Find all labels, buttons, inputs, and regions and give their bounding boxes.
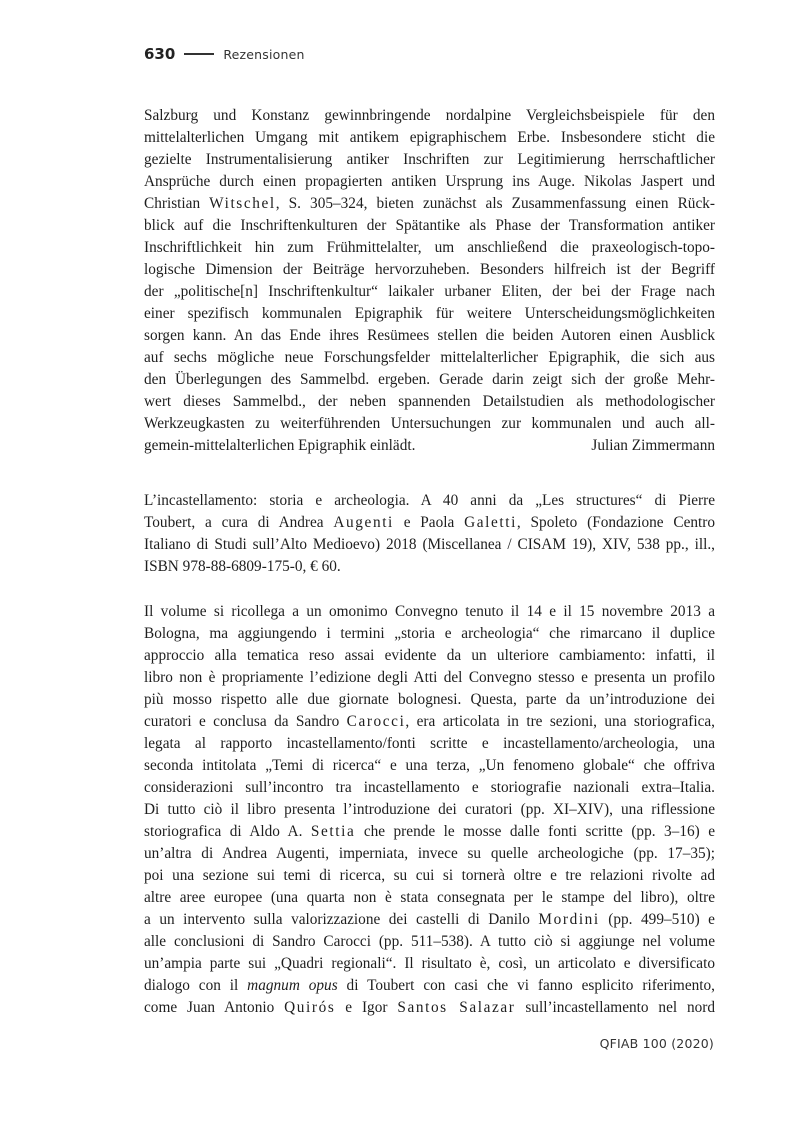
text-run: Christian xyxy=(144,195,210,212)
text-line: der „politische[n] Inschriftenkultur“ laikaler urbaner Eliten, der bei der Frage nach xyxy=(144,283,715,300)
text-line: legata al rapporto incastellamento/fonti scritte e incastellamento/archeologia, una xyxy=(144,735,715,752)
text-line: un’ampia parte sui „Quadri regionali“. Il risultato è, così, un articolato e diversificato xyxy=(144,955,715,972)
text-line: den Überlegungen des Sammelbd. ergeben. Gerade darin zeigt sich der große Mehr- xyxy=(144,371,715,388)
text-run: a un intervento sulla valorizzazione dei castelli di Danilo xyxy=(144,911,539,928)
text-line: alle conclusioni di Sandro Carocci (pp. 511–538). A tutto ciò si aggiunge nel volume xyxy=(144,933,715,950)
text-run: sull’incastellamento nel nord xyxy=(515,999,716,1016)
text-line: auf sechs mögliche neue Forschungsfelder mittelalterlicher Epigraphik, die sich aus xyxy=(144,349,715,366)
text-line: più mosso rispetto alle due giornate bolognesi. Questa, parte da un’introduzione dei xyxy=(144,691,715,708)
text-line: libro non è propriamente l’edizione degli Atti del Convegno stesso e presenta un profilo xyxy=(144,669,715,686)
text-line: Di tutto ciò il libro presenta l’introduzione dei curatori (pp. XI–XIV), una riflessione xyxy=(144,801,715,818)
text-line: altre aree europee (una quarta non è stata consegnata per le stampe del libro), oltre xyxy=(144,889,715,906)
text-line: gezielte Instrumentalisierung antiker Inschriften zur Legitimierung herrschaftlicher xyxy=(144,151,715,168)
text-line xyxy=(144,711,715,733)
author-name-spaced: Mordini xyxy=(538,911,600,928)
text-run: , era articolata in tre sezioni, una storiografica, xyxy=(405,713,716,730)
text-line-with-signature xyxy=(144,435,715,457)
author-name-spaced: Quirós xyxy=(284,999,336,1016)
author-name-spaced: Carocci xyxy=(346,713,406,730)
text-line: seconda intitolata „Temi di ricerca“ e una terza, „Un fenomeno globale“ che offriva xyxy=(144,757,715,774)
text-run: gemein-mittelalterlichen Epigraphik einlädt. xyxy=(144,437,416,454)
text-run: , Spoleto (Fondazione Centro xyxy=(516,514,716,531)
text-line: Il volume si ricollega a un omonimo Convegno tenuto il 14 e il 15 novembre 2013 a xyxy=(144,603,715,620)
running-head xyxy=(144,44,305,64)
text-line xyxy=(144,975,715,997)
text-line xyxy=(144,821,715,843)
text-run: che prende le mosse dalle fonti scritte (pp. 3–16) e xyxy=(355,823,715,840)
text-run: dialogo con il xyxy=(144,977,248,994)
text-run: Toubert, a cura di Andrea xyxy=(144,514,334,531)
text-line: poi una sezione sui temi di ricerca, su cui si tornerà oltre e tre relazioni rivolte ad xyxy=(144,867,715,884)
author-name-spaced: Settia xyxy=(310,823,356,840)
text-line: Bologna, ma aggiungendo i termini „storia e archeologia“ che rimarcano il duplice xyxy=(144,625,715,642)
header-rule xyxy=(184,53,214,55)
journal-footer: QFIAB 100 (2020) xyxy=(599,1036,714,1051)
bib-line xyxy=(144,512,715,534)
section-title: Rezensionen xyxy=(223,46,305,62)
text-line: approccio alla tematica reso assai evidente da un ulteriore cambiamento: infatti, il xyxy=(144,647,715,664)
text-run: curatori e conclusa da Sandro xyxy=(144,713,347,730)
italic-title: magnum opus xyxy=(247,977,338,994)
text-line: Ansprüche durch einen propagierten antiken Ursprung ins Auge. Nikolas Jaspert und xyxy=(144,173,715,190)
text-line: logische Dimension der Beiträge hervorzuheben. Besonders hilfreich ist der Begriff xyxy=(144,261,715,278)
page-number: 630 xyxy=(144,45,176,63)
review-body xyxy=(144,601,715,1019)
editor-name-spaced: Galetti xyxy=(464,514,517,531)
text-run: (pp. 499–510) e xyxy=(599,911,715,928)
text-line: wert dieses Sammelbd., der neben spannenden Detailstudien als methodologischer xyxy=(144,393,715,410)
text-line: un’altra di Andrea Augenti, imperniata, invece su quelle archeologiche (pp. 17–35); xyxy=(144,845,715,862)
text-run: storiografica di Aldo A. xyxy=(144,823,311,840)
author-name-spaced: Santos Salazar xyxy=(397,999,516,1016)
text-line: mittelalterlichen Umgang mit antikem epigraphischem Erbe. Insbesondere sticht die xyxy=(144,129,715,146)
text-line xyxy=(144,193,715,215)
text-run: e Paola xyxy=(393,514,465,531)
text-line xyxy=(144,909,715,931)
text-line: Inschriftlichkeit hin zum Frühmittelalter, um anschließend die praxeologisch-topo- xyxy=(144,239,715,256)
text-line: sorgen kann. An das Ende ihres Resümees stellen die beiden Autoren einen Ausblick xyxy=(144,327,715,344)
bib-line: L’incastellamento: storia e archeologia. A 40 anni da „Les structures“ di Pierre xyxy=(144,492,715,509)
reviewer-signature: Julian Zimmermann xyxy=(591,437,715,454)
text-line: einer spezifisch kommunalen Epigraphik für weitere Unterscheidungsmöglichkeiten xyxy=(144,305,715,322)
text-run: , S. 305–324, bieten zunächst als Zusammenfassung einen Rück- xyxy=(275,195,715,212)
text-line: Werkzeugkasten zu weiterführenden Untersuchungen zur kommunalen und auch all- xyxy=(144,415,715,432)
bib-line: Italiano di Studi sull’Alto Medioevo) 2018 (Miscellanea / CISAM 19), XIV, 538 pp., ill., xyxy=(144,536,715,553)
text-line: Salzburg und Konstanz gewinnbringende nordalpine Vergleichsbeispiele für den xyxy=(144,107,715,124)
text-line xyxy=(144,997,715,1019)
author-name-spaced: Witschel xyxy=(209,195,276,212)
review-continuation xyxy=(144,105,715,457)
text-run: e Igor xyxy=(335,999,398,1016)
bibliographic-entry xyxy=(144,490,715,578)
text-line: blick auf die Inschriftenkulturen der Spätantike als Phase der Transformation antiker xyxy=(144,217,715,234)
editor-name-spaced: Augenti xyxy=(333,514,394,531)
bib-line: ISBN 978-88-6809-175-0, € 60. xyxy=(144,558,341,575)
text-line: considerazioni sull’incontro tra incastellamento e storiografie nazionali extra–Italia. xyxy=(144,779,715,796)
text-run: come Juan Antonio xyxy=(144,999,285,1016)
text-run: di Toubert con casi che vi fanno esplicito riferimento, xyxy=(337,977,715,994)
